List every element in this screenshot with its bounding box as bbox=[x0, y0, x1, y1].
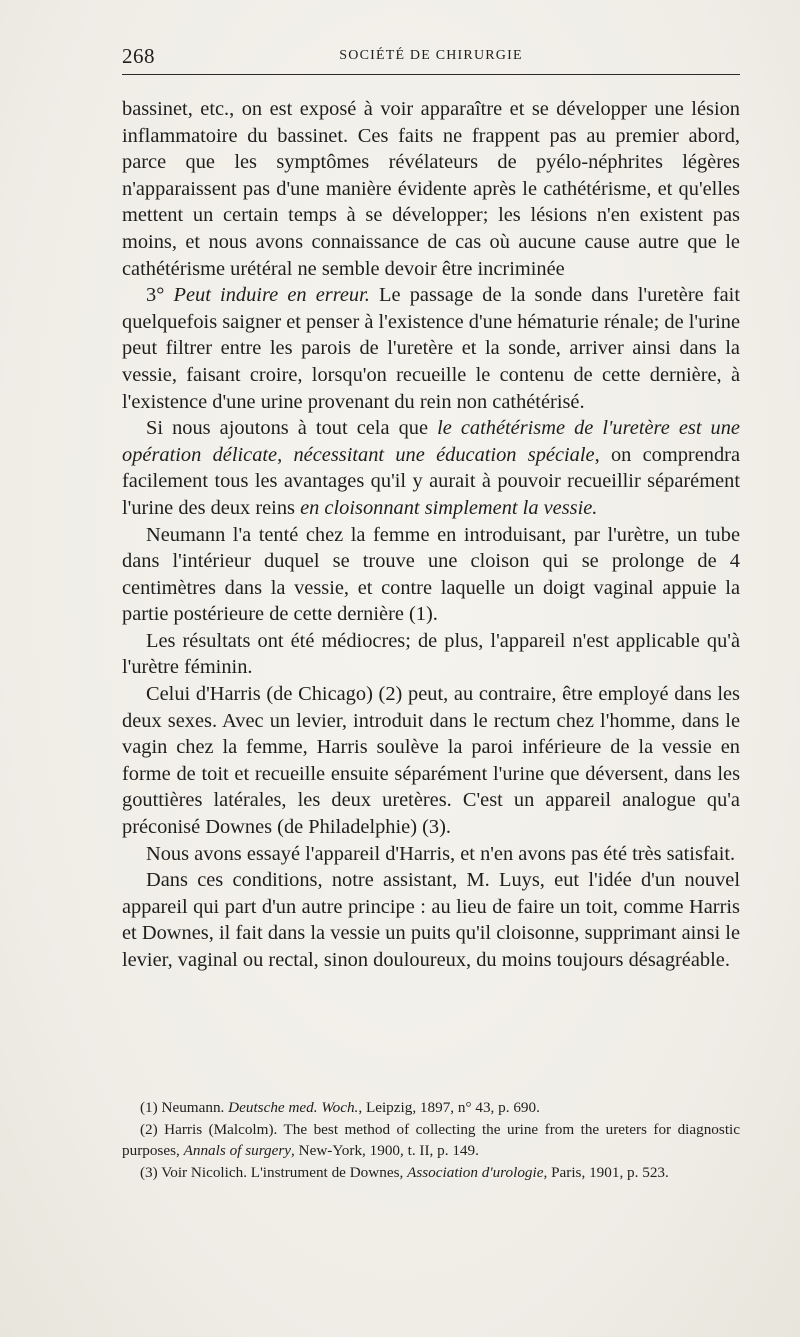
footnote-2-text-b: , New-York, 1900, t. II, p. 149. bbox=[291, 1142, 479, 1160]
footnote-2-journal: Annals of surgery bbox=[183, 1142, 292, 1160]
journal-title: SOCIÉTÉ DE CHIRURGIE bbox=[339, 48, 523, 63]
point-text: Le passage de la sonde dans l'uretère fait quelquefois saigner et penser à l'existence d'une hématurie rénale; de l'urine peut filtrer entre les parois de l'uretère et la sonde, arriver ainsi dans la vessie, faisant croire, lorsqu'on recueille le contenu de cette dernière, à l'existence d'une urine provenant du rein non cathétérisé. bbox=[122, 284, 741, 413]
paragraph-results: Les résultats ont été médiocres; de plus, l'appareil n'est applicable qu'à l'urètre féminin. bbox=[122, 629, 740, 679]
footnote-3-journal: Association d'urologie bbox=[407, 1163, 544, 1181]
footnotes bbox=[122, 1097, 740, 1183]
page-number: 268 bbox=[122, 44, 155, 68]
point-heading: Peut induire en erreur. bbox=[173, 284, 370, 307]
summary-text-b: , on comprendra facilement tous les avantages qu'il y aurait à pouvoir recueillir séparément l'urine des deux reins bbox=[122, 443, 740, 519]
summary-emphasis-2: en cloisonnant simplement la vessie. bbox=[300, 496, 598, 519]
footnote-1-text-b: , Leipzig, 1897, n° 43, p. 690. bbox=[358, 1099, 540, 1116]
paragraph-neumann: Neumann l'a tenté chez la femme en introduisant, par l'urètre, un tube dans l'intérieur duquel se trouve une cloison qui se prolonge de 4 centimètres dans la vessie, et contre laquelle un doigt vaginal appuie la partie postérieure de cette dernière (1). bbox=[122, 523, 740, 626]
summary-emphasis-1: le cathétérisme de l'uretère est une opération délicate, nécessitant une éducation spéciale bbox=[122, 417, 740, 466]
footnote-2 bbox=[122, 1119, 740, 1162]
paragraph-trial: Nous avons essayé l'appareil d'Harris, et n'en avons pas été très satisfait. bbox=[146, 842, 736, 865]
footnote-3-text-b: , Paris, 1901, p. 523. bbox=[543, 1163, 669, 1181]
paragraph-harris: Celui d'Harris (de Chicago) (2) peut, au contraire, être employé dans les deux sexes. Avec un levier, introduit dans le rectum chez l'homme, dans le vagin chez la femme, Harris soulève la paroi inférieure de la vessie en forme de toit et recueille ensuite séparément l'urine que déversent, dans les gouttières latérales, les deux uretères. C'est un appareil analogue qu'a préconisé Downes (de Philadelphie) (3). bbox=[122, 683, 740, 839]
paragraph-continuation: bassinet, etc., on est exposé à voir apparaître et se développer une lésion inflammatoire du bassinet. Ces faits ne frappent pas au premier abord, parce que les symptômes révélateurs de pyélo-néphrites légères n'apparaissent pas d'une manière évidente après le cathétérisme, et qu'elles mettent un certain temps à se développer; les lésions n'en existent pas moins, et nous avons connaissance de cas où aucune cause autre que le cathétérisme urétéral ne semble devoir être incriminée bbox=[122, 98, 740, 280]
main-text bbox=[122, 96, 740, 974]
footnote-3-text-a: (3) Voir Nicolich. L'instrument de Downes, bbox=[140, 1163, 408, 1181]
summary-text-a: Si nous ajoutons à tout cela que bbox=[146, 417, 438, 440]
point-number: 3° bbox=[146, 284, 165, 307]
footnote-1 bbox=[122, 1097, 740, 1119]
footnote-1-journal: Deutsche med. Woch. bbox=[228, 1099, 359, 1116]
running-head bbox=[122, 40, 740, 75]
footnote-2-text-a: (2) Harris (Malcolm). The best method of collecting the urine from the ureters for diagnostic purposes, bbox=[122, 1120, 740, 1160]
footnote-1-text-a: (1) Neumann. bbox=[140, 1099, 229, 1116]
paragraph-luys: Dans ces conditions, notre assistant, M. Luys, eut l'idée d'un nouvel appareil qui part d'un autre principe : au lieu de faire un toit, comme Harris et Downes, il fait dans la vessie un puits qu'il cloisonne, supprimant ainsi le levier, vaginal ou rectal, sinon douloureux, du moins toujours désagréable. bbox=[122, 869, 740, 971]
paragraph-point-3 bbox=[122, 282, 740, 415]
footnote-3 bbox=[122, 1162, 740, 1184]
paragraph-summary bbox=[122, 415, 740, 521]
